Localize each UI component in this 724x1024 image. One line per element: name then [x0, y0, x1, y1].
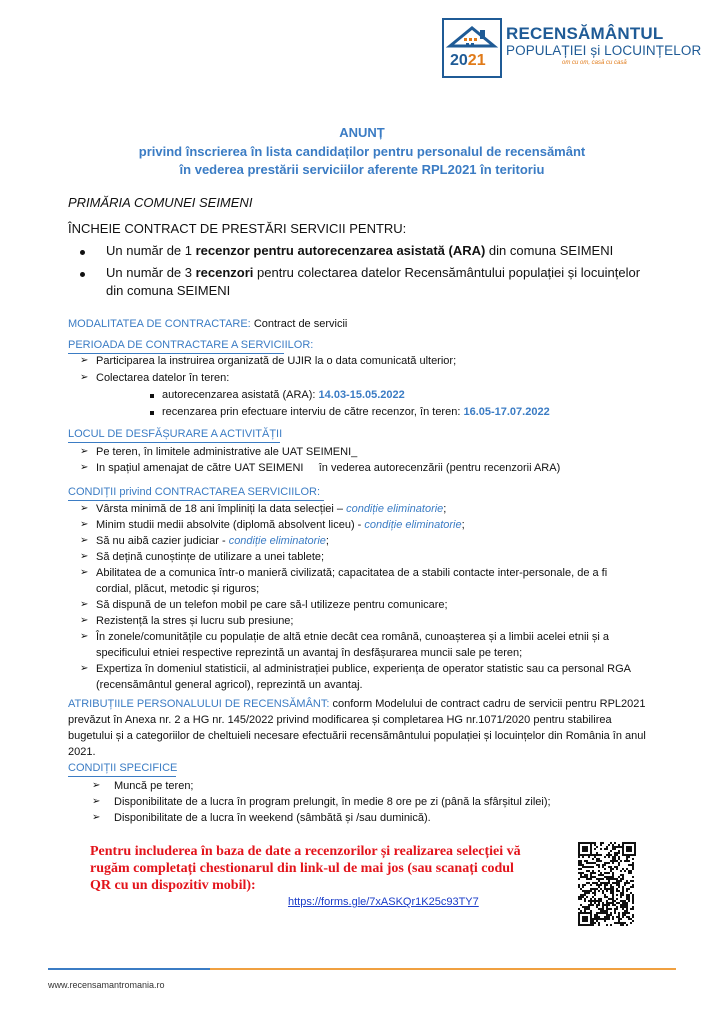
doc-subtitle-1: privind înscrierea în lista candidaților pentru personalul de recensământ — [138, 144, 586, 159]
arrow-bullet-icon: ➢ — [80, 567, 89, 578]
logo-subtitle: POPULAȚIEI și LOCUINȚELOR — [506, 43, 702, 58]
locul-item: In spațiul amenajat de către UAT SEIMENI în vederea autorecenzării (pentru recenzorii ARA) — [96, 462, 561, 474]
arrow-bullet-icon: ➢ — [80, 663, 89, 674]
conditie-telefon: Să dispună de un telefon mobil pe care să-l utilizeze pentru comunicare; — [96, 599, 448, 611]
cta-line1: Pentru includerea în baza de date a recenzorilor și realizarea selecției vă — [90, 844, 521, 859]
section-perioada: PERIOADA DE CONTRACTARE A SERVICIILOR: — [68, 339, 314, 351]
conditie-studii: Minim studii medii absolvite (diplomă absolvent liceu) - condiție eliminatorie; — [96, 519, 465, 531]
perioada-teren: recenzarea prin efectuare interviu de către recenzor, în teren: 16.05-17.07.2022 — [162, 406, 550, 418]
conditie-expertiza-2: (recensământul general agricol), reprezintă un avantaj. — [96, 679, 363, 691]
atributii-line4: 2021. — [68, 746, 96, 758]
arrow-bullet-icon: ➢ — [80, 631, 89, 642]
arrow-bullet-icon: ➢ — [80, 355, 89, 366]
doc-title: ANUNȚ — [339, 125, 385, 140]
conditie-tableta: Să dețină cunoștințe de utilizare a unei tablete; — [96, 551, 325, 563]
specific-item: Disponibilitate de a lucra în program prelungit, în medie 8 ore pe zi (până la sfârșitul zilei); — [114, 796, 551, 808]
form-link[interactable]: https://forms.gle/7xASKQr1K25c93TY7 — [288, 896, 479, 908]
bullet-dot — [80, 250, 85, 255]
square-bullet — [150, 411, 154, 415]
locul-item: Pe teren, în limitele administrative ale UAT SEIMENI_ — [96, 446, 358, 458]
perioada-item: Colectarea datelor în teren: — [96, 372, 230, 384]
modalitate: MODALITATEA DE CONTRACTARE: Contract de servicii — [68, 318, 348, 330]
arrow-bullet-icon: ➢ — [80, 519, 89, 530]
perioada-ara: autorecenzarea asistată (ARA): 14.03-15.05.2022 — [162, 389, 405, 401]
bullet-dot — [80, 272, 85, 277]
conditie-etnie-2: specificului etniei respective reprezintă un avantaj în desfășurarea muncii sale pe teren; — [96, 647, 523, 659]
arrow-bullet-icon: ➢ — [92, 812, 101, 823]
divider — [68, 442, 280, 443]
divider — [68, 500, 324, 501]
primaria: PRIMĂRIA COMUNEI SEIMENI — [68, 195, 253, 210]
footer-line — [210, 968, 676, 970]
specific-item: Disponibilitate de a lucra în weekend (sâmbătă și /sau duminică). — [114, 812, 431, 824]
divider — [68, 776, 176, 777]
qr-code — [578, 842, 636, 926]
arrow-bullet-icon: ➢ — [80, 446, 89, 457]
section-conditii: CONDIȚII privind CONTRACTAREA SERVICIILOR: — [68, 486, 321, 498]
logo-tagline: om cu om, casă cu casă — [562, 60, 627, 66]
arrow-bullet-icon: ➢ — [80, 503, 89, 514]
logo-house-icon — [442, 18, 502, 78]
square-bullet — [150, 394, 154, 398]
bullet-recenzori: Un număr de 3 recenzori pentru colectarea datelor Recensământului populației și locuințelor — [106, 265, 641, 280]
bullet-ara: Un număr de 1 recenzor pentru autorecenzarea asistată (ARA) din comuna SEIMENI — [106, 243, 614, 258]
conditie-etnie: În zonele/comunitățile cu populație de altă etnie decât cea română, cunoașterea și a limbii acelei etnii și a — [96, 631, 610, 643]
cta-line3: QR cu un dispozitiv mobil): — [90, 878, 256, 893]
atributii-line3: bugetului și a categoriilor de cheltuieli necesare efectuării recensământului populației și locuințelor din România în anul — [68, 730, 646, 742]
footer-line — [48, 968, 210, 970]
doc-subtitle-2: în vederea prestării serviciilor aferente RPL2021 în teritoriu — [179, 162, 545, 177]
atributii-line2: prevăzut în Anexa nr. 2 a HG nr. 145/2022 privind modificarea și completarea HG nr.1071/2020 pentru stabilirea — [68, 714, 612, 726]
section-specifice: CONDIȚII SPECIFICE — [68, 762, 178, 774]
perioada-item: Participarea la instruirea organizată de UJIR la o data comunicată ulterior; — [96, 355, 457, 367]
logo-title: RECENSĂMÂNTUL — [506, 24, 664, 43]
arrow-bullet-icon: ➢ — [92, 780, 101, 791]
arrow-bullet-icon: ➢ — [80, 462, 89, 473]
arrow-bullet-icon: ➢ — [92, 796, 101, 807]
footer-url: www.recensamantromania.ro — [48, 980, 165, 990]
conditie-expertiza: Expertiza în domeniul statisticii, al administrației publice, experiența de operator statistic sau ca personal RGA — [96, 663, 631, 675]
arrow-bullet-icon: ➢ — [80, 551, 89, 562]
arrow-bullet-icon: ➢ — [80, 599, 89, 610]
specific-item: Muncă pe teren; — [114, 780, 194, 792]
arrow-bullet-icon: ➢ — [80, 615, 89, 626]
conditie-comunicare: Abilitatea de a comunica într-o manieră civilizată; capacitatea de a stabili contacte inter-personale, de a fi — [96, 567, 608, 579]
arrow-bullet-icon: ➢ — [80, 372, 89, 383]
incheie: ÎNCHEIE CONTRACT DE PRESTĂRI SERVICII PENTRU: — [68, 221, 407, 236]
logo-year: 2021 — [450, 52, 486, 69]
arrow-bullet-icon: ➢ — [80, 535, 89, 546]
cta-line2: rugăm completați chestionarul din link-ul de mai jos (sau scanați codul — [90, 861, 514, 876]
conditie-comunicare-2: cordial, plăcut, metodic și riguros; — [96, 583, 260, 595]
atributii: ATRIBUȚIILE PERSONALULUI DE RECENSĂMÂNT: conform Modelului de contract cadru de servicii pentru RPL2021 — [68, 698, 646, 710]
bullet-recenzori-line2: din comuna SEIMENI — [106, 283, 231, 298]
logo — [442, 18, 702, 78]
conditie-varsta: Vârsta minimă de 18 ani împliniți la data selecției – condiție eliminatorie; — [96, 503, 447, 515]
conditie-cazier: Să nu aibă cazier judiciar - condiție eliminatorie; — [96, 535, 329, 547]
conditie-stres: Rezistență la stres și lucru sub presiune; — [96, 615, 294, 627]
section-locul: LOCUL DE DESFĂȘURARE A ACTIVITĂȚII — [68, 428, 283, 440]
